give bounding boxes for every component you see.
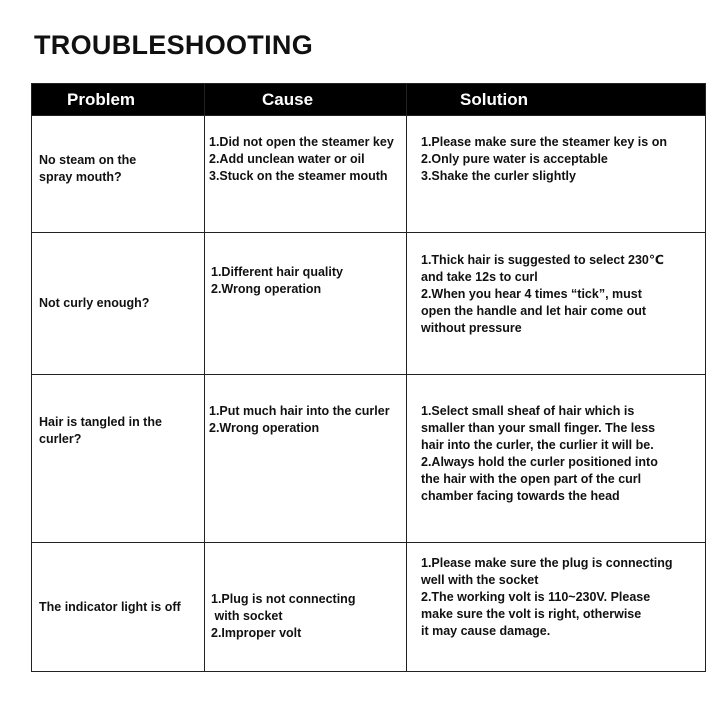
problem-cell bbox=[32, 233, 205, 375]
solution-cell bbox=[407, 233, 706, 375]
solution-line: open the handle and let hair come out bbox=[421, 304, 647, 318]
solution-line: 1.Please make sure the plug is connecting bbox=[421, 555, 673, 570]
solution-line: smaller than your small finger. The less bbox=[421, 420, 656, 435]
solution-line: 2.When you hear 4 times “tick”, must bbox=[421, 287, 642, 301]
solution-line: and take 12s to curl bbox=[421, 270, 538, 284]
problem-line: spray mouth? bbox=[39, 170, 122, 184]
cause-cell bbox=[205, 543, 407, 672]
solution-line: 2.The working volt is 110~230V. Please bbox=[421, 589, 651, 604]
cause-line: 2.Wrong operation bbox=[209, 420, 320, 435]
problem-line: Not curly enough? bbox=[39, 296, 150, 310]
cause-line: 2.Wrong operation bbox=[211, 281, 322, 296]
solution-line: 2.Always hold the curler positioned into bbox=[421, 454, 658, 469]
header-solution-label: Solution bbox=[460, 89, 528, 109]
problem-line: The indicator light is off bbox=[39, 599, 181, 614]
cause-line: 1.Did not open the steamer key bbox=[209, 134, 394, 149]
solution-line: make sure the volt is right, otherwise bbox=[421, 606, 642, 621]
table-row bbox=[32, 233, 706, 375]
solution-line: well with the socket bbox=[421, 572, 539, 587]
solution-line: 3.Shake the curler slightly bbox=[421, 168, 576, 183]
cause-cell bbox=[205, 116, 407, 233]
cause-line: 1.Put much hair into the curler bbox=[209, 403, 390, 418]
header-problem-label: Problem bbox=[67, 89, 136, 109]
problem-line: curler? bbox=[39, 431, 82, 446]
solution-line: 1.Please make sure the steamer key is on bbox=[421, 134, 667, 149]
solution-line: 2.Only pure water is acceptable bbox=[421, 151, 608, 166]
cause-line: 3.Stuck on the steamer mouth bbox=[209, 168, 388, 183]
problem-line: Hair is tangled in the bbox=[39, 414, 162, 429]
cause-cell bbox=[205, 375, 407, 543]
problem-cell bbox=[32, 116, 205, 233]
cause-cell bbox=[205, 233, 407, 375]
table-header-row bbox=[32, 84, 706, 116]
solution-cell bbox=[407, 375, 706, 543]
cause-line: 2.Add unclean water or oil bbox=[209, 151, 365, 166]
problem-cell bbox=[32, 543, 205, 672]
page-title: TROUBLESHOOTING bbox=[34, 30, 313, 60]
header-solution bbox=[407, 84, 706, 116]
cause-line: with socket bbox=[211, 608, 283, 623]
solution-line: 1.Thick hair is suggested to select 230℃ bbox=[421, 253, 665, 267]
troubleshooting-table bbox=[31, 83, 706, 672]
table-row bbox=[32, 116, 706, 233]
solution-line: without pressure bbox=[421, 321, 522, 335]
solution-line: the hair with the open part of the curl bbox=[421, 471, 642, 486]
header-cause bbox=[205, 84, 407, 116]
solution-line: it may cause damage. bbox=[421, 623, 551, 638]
solution-line: chamber facing towards the head bbox=[421, 488, 620, 503]
problem-cell bbox=[32, 375, 205, 543]
cause-line: 1.Different hair quality bbox=[211, 264, 343, 279]
solution-line: 1.Select small sheaf of hair which is bbox=[421, 403, 635, 418]
solution-cell bbox=[407, 543, 706, 672]
table-row bbox=[32, 375, 706, 543]
solution-line: hair into the curler, the curlier it will be. bbox=[421, 437, 654, 452]
cause-line: 2.Improper volt bbox=[211, 625, 302, 640]
cause-line: 1.Plug is not connecting bbox=[211, 591, 356, 606]
table-row bbox=[32, 543, 706, 672]
problem-line: No steam on the bbox=[39, 153, 137, 167]
solution-cell bbox=[407, 116, 706, 233]
header-cause-label: Cause bbox=[262, 89, 314, 109]
header-problem bbox=[32, 84, 205, 116]
